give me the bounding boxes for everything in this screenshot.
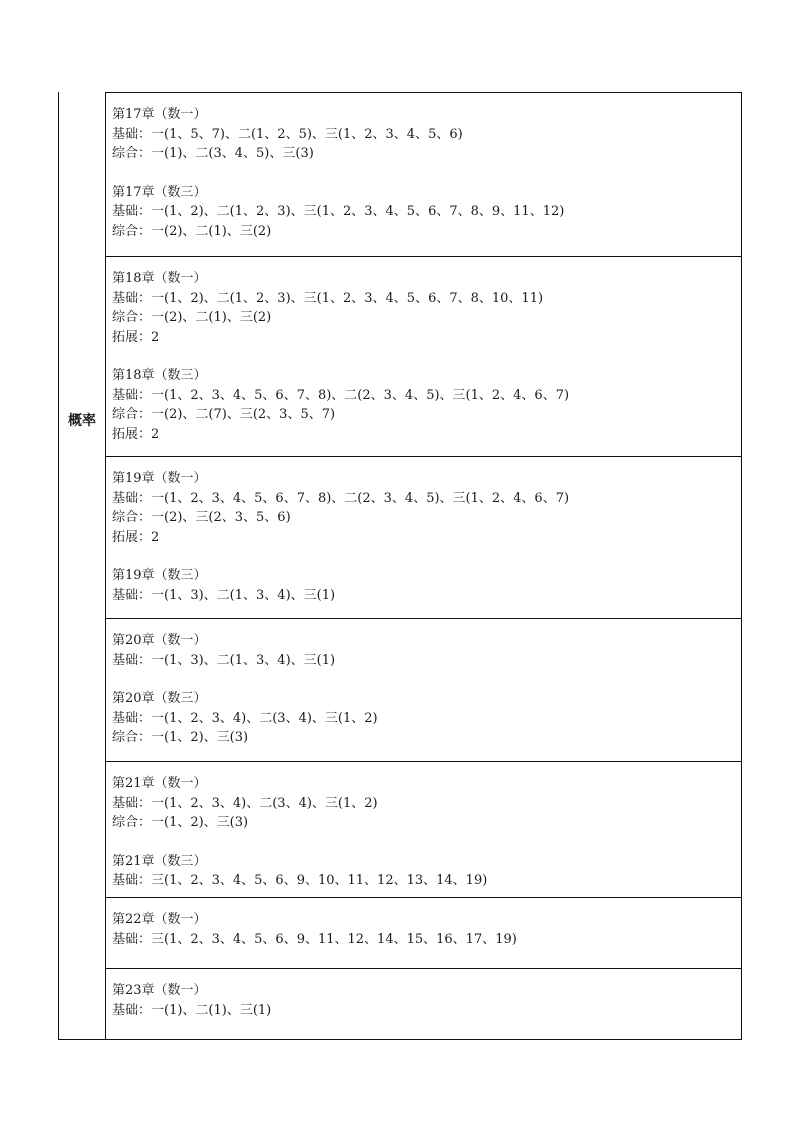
chapter-cell (106, 969, 741, 1040)
exercise-line: 基础：一(1、2、3、4、5、6、7、8)、二(2、3、4、5)、三(1、2、4、6、7) (112, 490, 570, 506)
section-column (58, 92, 106, 1040)
exercise-line: 拓展：2 (112, 529, 160, 545)
chapter-block (112, 981, 741, 1020)
chapter-block (112, 910, 741, 949)
chapter-block (112, 469, 741, 547)
chapter-title: 第18章（数三） (112, 368, 207, 383)
chapter-title: 第20章（数三） (112, 691, 207, 706)
chapter-title: 第21章（数三） (112, 853, 207, 869)
chapter-title: 第18章（数一） (112, 271, 207, 286)
exercise-line: 基础：三(1、2、3、4、5、6、9、11、12、14、15、16、17、19) (112, 931, 517, 947)
exercise-line: 基础：一(1、3)、二(1、3、4)、三(1) (112, 652, 336, 668)
exercise-line: 拓展：2 (112, 426, 160, 442)
exercise-line: 基础：一(1、2、3、4)、二(3、4)、三(1、2) (112, 710, 378, 726)
chapter-title: 第23章（数一） (112, 983, 207, 998)
chapter-cell (106, 619, 741, 762)
chapter-block (112, 183, 741, 242)
chapter-block (112, 774, 741, 833)
chapter-cell (106, 457, 741, 619)
chapter-block (112, 689, 741, 748)
section-label: 概率 (68, 413, 96, 429)
exercise-line: 基础：一(1)、二(1)、三(1) (112, 1002, 272, 1018)
chapter-title: 第17章（数三） (112, 184, 207, 200)
chapter-block (112, 566, 741, 605)
chapter-block (112, 105, 741, 164)
chapter-cell (106, 93, 741, 257)
exercise-line: 基础：一(1、3)、二(1、3、4)、三(1) (112, 587, 336, 603)
exercise-line: 综合：一(2)、三(2、3、5、6) (112, 510, 291, 525)
chapter-title: 第19章（数一） (112, 471, 207, 486)
chapter-block (112, 366, 741, 444)
exercise-line: 基础：一(1、2)、二(1、2、3)、三(1、2、3、4、5、6、7、8、10、11) (112, 290, 544, 306)
exercise-line: 基础：一(1、2)、二(1、2、3)、三(1、2、3、4、5、6、7、8、9、11、12) (112, 204, 565, 219)
exercise-line: 综合：一(2)、二(1)、三(2) (112, 223, 272, 239)
chapter-cell (106, 762, 741, 898)
exercise-line: 综合：一(2)、二(1)、三(2) (112, 310, 272, 325)
chapter-block (112, 631, 741, 670)
chapter-cell (106, 257, 741, 457)
exercise-line: 基础：一(1、2、3、4、5、6、7、8)、二(2、3、4、5)、三(1、2、4、6、7) (112, 387, 570, 403)
chapter-cell (106, 898, 741, 969)
chapter-title: 第22章（数一） (112, 912, 207, 927)
chapter-title: 第19章（数三） (112, 568, 207, 583)
exercise-line: 拓展：2 (112, 329, 160, 345)
content-column (106, 92, 742, 1040)
chapter-title: 第21章（数一） (112, 776, 207, 791)
exercise-line: 基础：三(1、2、3、4、5、6、9、10、11、12、13、14、19) (112, 873, 488, 888)
chapter-block (112, 852, 741, 891)
exercise-line: 综合：一(1、2)、三(3) (112, 815, 249, 830)
chapter-title: 第20章（数一） (112, 633, 207, 648)
exercise-line: 基础：一(1、5、7)、二(1、2、5)、三(1、2、3、4、5、6) (112, 126, 463, 142)
exercise-line: 基础：一(1、2、3、4)、二(3、4)、三(1、2) (112, 795, 378, 811)
exercise-line: 综合：一(1、2)、三(3) (112, 730, 249, 745)
exercise-line: 综合：一(1)、二(3、4、5)、三(3) (112, 146, 314, 161)
chapter-block (112, 269, 741, 347)
chapter-title: 第17章（数一） (112, 107, 207, 122)
exercise-line: 综合：一(2)、二(7)、三(2、3、5、7) (112, 407, 336, 422)
